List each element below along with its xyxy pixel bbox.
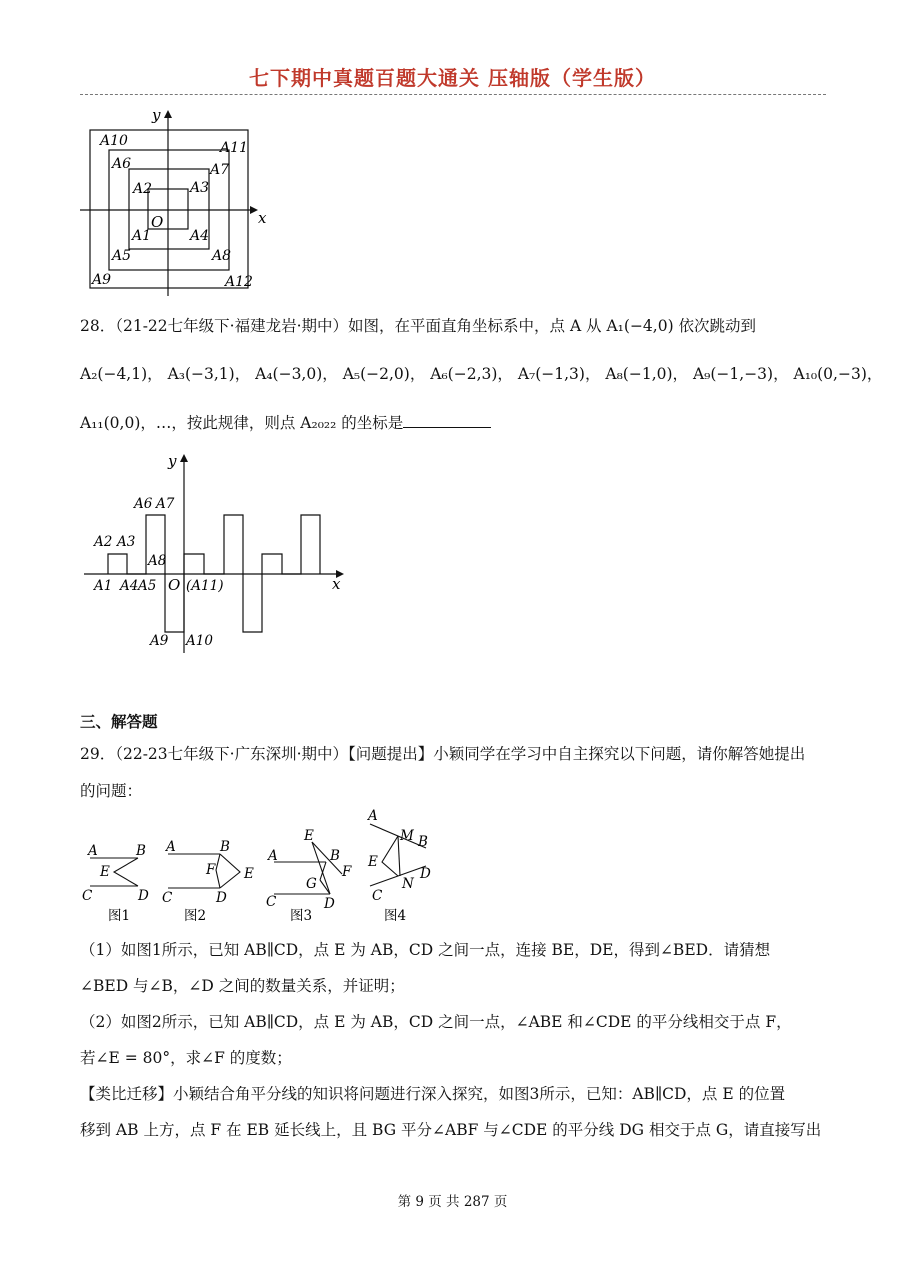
label-a7: A7 xyxy=(156,496,175,512)
fig1-bed xyxy=(114,858,138,886)
label-a3: A3 xyxy=(190,180,210,196)
fig3-label-d: D xyxy=(324,896,335,912)
section-title: 三、解答题 xyxy=(80,713,158,731)
y-axis-label: y xyxy=(152,106,161,124)
label-a6: A6 xyxy=(134,496,153,512)
fig2-caption: 图2 xyxy=(184,908,207,924)
fig3-label-f: F xyxy=(342,864,352,880)
label-a10: A10 xyxy=(100,133,128,149)
fig4-label-n: N xyxy=(402,876,414,892)
page-header-title: 七下期中真题百题大通关 压轴版（学生版） xyxy=(249,66,656,90)
fig4-label-m: M xyxy=(400,828,414,844)
q29-part1-line1: （1）如图1所示，已知 AB∥CD，点 E 为 AB，CD 之间一点，连接 BE，DE，得到∠BED．请猜想 xyxy=(80,941,771,959)
label-a5: A5 xyxy=(138,578,157,594)
y-axis-label: y xyxy=(168,452,177,470)
fig1-label-d: D xyxy=(138,888,149,904)
label-a1: A1 xyxy=(132,228,152,244)
fig2-label-d: D xyxy=(216,890,227,906)
x-axis-label: x xyxy=(332,575,341,593)
fig3-label-a: A xyxy=(268,848,278,864)
fig2-label-e: E xyxy=(244,866,254,882)
fig2-bed xyxy=(220,854,240,888)
fig1-label-a: A xyxy=(88,843,98,859)
label-a6: A6 xyxy=(112,156,132,172)
label-a11: A11 xyxy=(220,140,248,156)
fig1-label-c: C xyxy=(82,888,93,904)
fig4-label-a: A xyxy=(368,808,378,824)
jump-path xyxy=(108,515,320,632)
page-footer: 第 9 页 共 287 页 xyxy=(397,1194,508,1210)
x-axis-label: x xyxy=(258,209,267,227)
fig4-label-e: E xyxy=(368,854,378,870)
step-path-figure xyxy=(80,448,360,658)
header-divider xyxy=(80,94,826,95)
fig1-label-b: B xyxy=(136,843,146,859)
fig4-label-b: B xyxy=(418,834,428,850)
fig3-label-g: G xyxy=(306,876,317,892)
fig4-label-c: C xyxy=(372,888,383,904)
fig1-label-e: E xyxy=(100,864,110,880)
fig3-bg xyxy=(320,862,326,880)
q29-figures xyxy=(80,806,450,930)
answer-blank[interactable] xyxy=(403,413,491,428)
label-a11: (A11) xyxy=(186,578,224,594)
label-a1: A1 xyxy=(94,578,113,594)
fig2-label-b: B xyxy=(220,839,230,855)
fig2-label-a: A xyxy=(166,839,176,855)
q28-line3-text: A₁₁(0,0)，…，按此规律，则点 A₂₀₂₂ 的坐标是 xyxy=(80,414,404,432)
label-a5: A5 xyxy=(112,248,132,264)
q29-part3-line1: 【类比迁移】小颖结合角平分线的知识将问题进行深入探究，如图3所示，已知：AB∥CD，点 E 的位置 xyxy=(80,1085,786,1103)
fig3-gd xyxy=(320,880,330,894)
fig4-label-d: D xyxy=(420,866,431,882)
fig3-label-c: C xyxy=(266,894,277,910)
label-a2: A2 xyxy=(94,534,113,550)
label-a7: A7 xyxy=(210,162,230,178)
label-a8: A8 xyxy=(212,248,232,264)
fig2-bfd xyxy=(216,854,220,888)
fig4-men xyxy=(382,836,398,876)
label-a10: A10 xyxy=(186,633,213,649)
q28-line3 xyxy=(80,411,491,435)
q29-part2-line2: 若∠E = 80°，求∠F 的度数； xyxy=(80,1049,292,1067)
origin-label: O xyxy=(168,576,181,594)
nested-squares-figure xyxy=(80,100,280,300)
q29-line2: 的问题： xyxy=(80,782,143,800)
q29-line1: 29．（22-23七年级下·广东深圳·期中）【问题提出】小颖同学在学习中自主探究以下问题，请你解答她提出 xyxy=(80,745,806,763)
y-arrow xyxy=(164,110,172,118)
q28-line1: 28．（21-22七年级下·福建龙岩·期中）如图，在平面直角坐标系中，点 A 从 A₁(−4,0) 依次跳动到 xyxy=(80,317,757,335)
fig2-label-c: C xyxy=(162,890,173,906)
fig1-caption: 图1 xyxy=(108,908,131,924)
label-a3: A3 xyxy=(117,534,136,550)
label-a8: A8 xyxy=(148,553,167,569)
label-a4: A4 xyxy=(120,578,139,594)
fig3-label-b: B xyxy=(330,848,340,864)
x-arrow xyxy=(250,206,258,214)
origin-label: O xyxy=(151,213,164,231)
q29-part1-line2: ∠BED 与∠B，∠D 之间的数量关系，并证明； xyxy=(80,977,405,995)
label-a4: A4 xyxy=(190,228,210,244)
fig3-label-e: E xyxy=(304,828,314,844)
q29-part2-line1: （2）如图2所示，已知 AB∥CD，点 E 为 AB，CD 之间一点，∠ABE 和∠CDE 的平分线相交于点 F， xyxy=(80,1013,792,1031)
fig2-label-f: F xyxy=(206,862,216,878)
q28-line2: A₂(−4,1)， A₃(−3,1)， A₄(−3,0)， A₅(−2,0)， A₆(−2,3)， A₇(−1,3)， A₈(−1,0)， A₉(−1,−3)， A₁₀(0,−3)， xyxy=(80,365,883,383)
label-a12: A12 xyxy=(225,274,253,290)
q29-part3-line2: 移到 AB 上方，点 F 在 EB 延长线上，且 BG 平分∠ABF 与∠CDE 的平分线 DG 相交于点 G，请直接写出 xyxy=(80,1121,822,1139)
fig4-caption: 图4 xyxy=(384,908,407,924)
label-a2: A2 xyxy=(133,181,153,197)
label-a9: A9 xyxy=(150,633,169,649)
fig3-caption: 图3 xyxy=(290,908,313,924)
label-a9: A9 xyxy=(92,272,112,288)
y-arrow xyxy=(180,454,188,462)
